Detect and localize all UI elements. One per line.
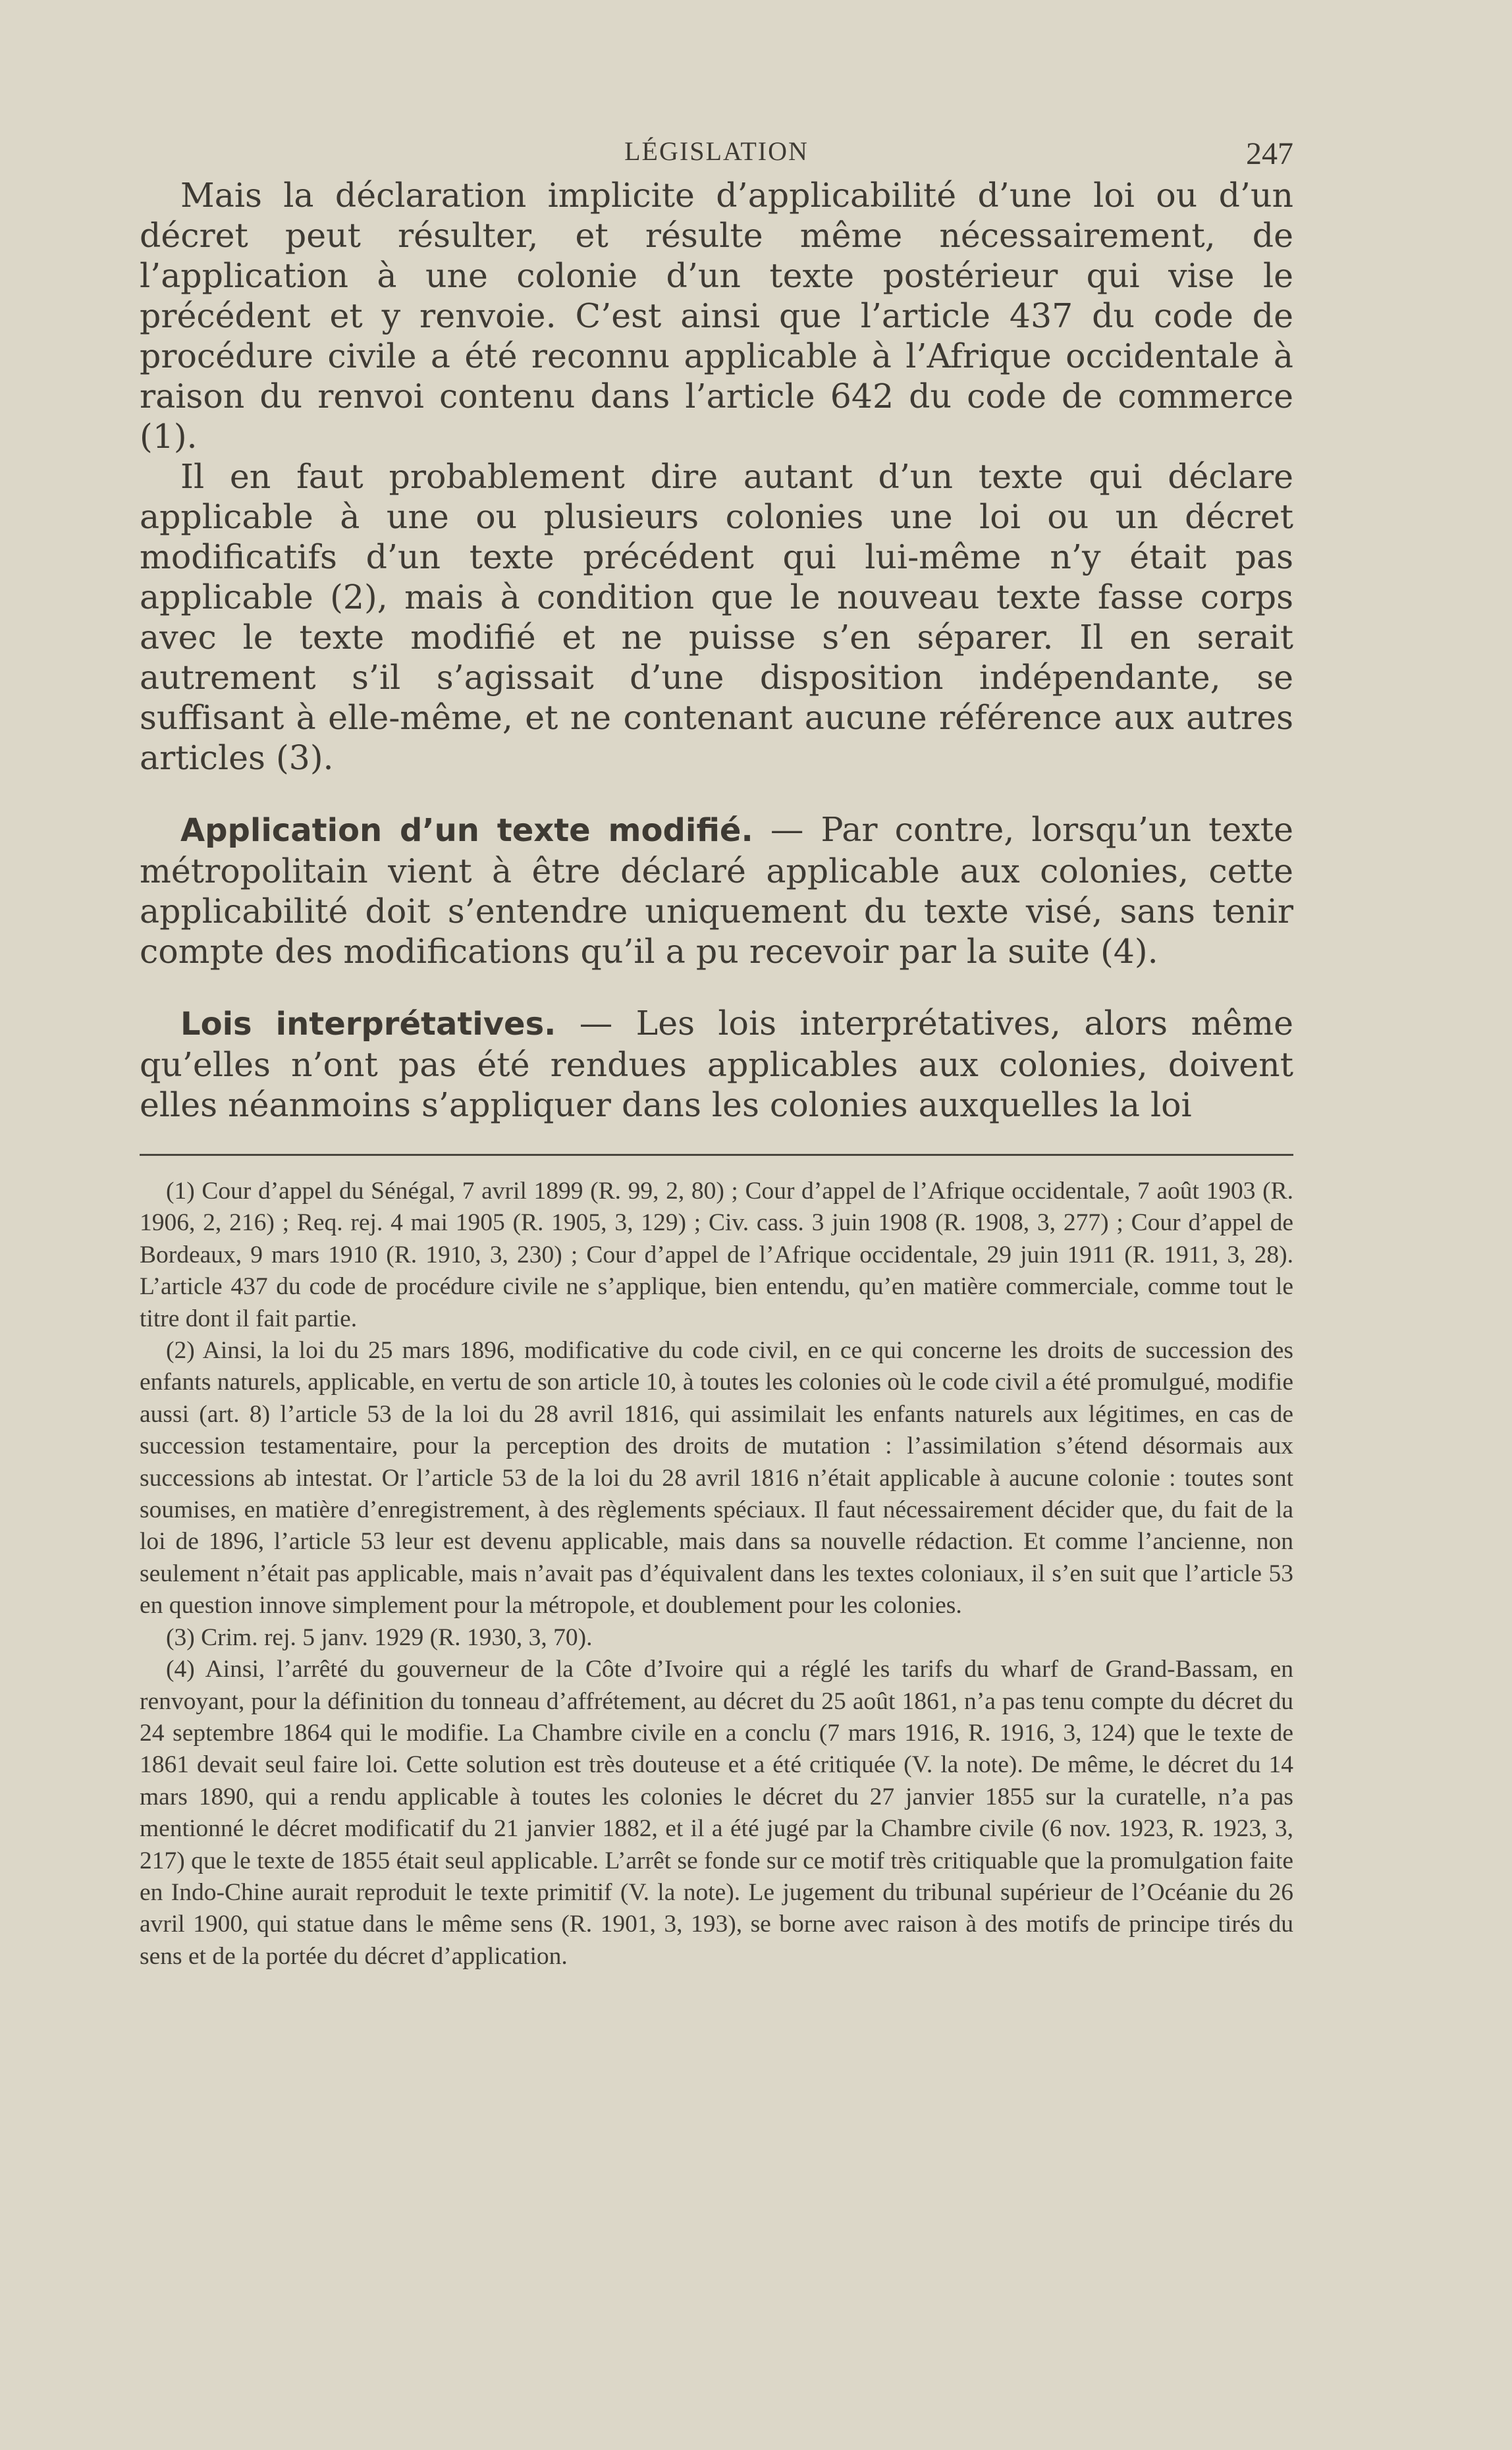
footnote-2: (2) Ainsi, la loi du 25 mars 1896, modificative du code civil, en ce qui concerne les droits de succession des enfants naturels, applicable, en vertu de son article 10, à toutes les colonies où le code civil a été promulgué, modifie aussi (art. 8) l’article 53 de la loi du 28 avril 1816, qui assimilait les enfants naturels aux légitimes, en cas de succession testamentaire, pour la perception des droits de mutation : l’assimilation s’étend désormais aux successions ab intestat. Or l’article 53 de la loi du 28 avril 1816 n’était applicable à aucune colonie : toutes sont soumises, en matière d’enregistrement, à des règlements spéciaux. Il faut nécessairement décider que, du fait de la loi de 1896, l’article 53 leur est devenu applicable, mais dans sa nouvelle rédaction. Et comme l’ancienne, non seulement n’était pas applicable, mais n’avait pas d’équivalent dans les textes coloniaux, il s’en suit que l’article 53 en question innove simplement pour la métropole, et doublement pour les colonies. [140, 1337, 1293, 1620]
paragraph-2: Il en faut probablement dire autant d’un texte qui déclare applicable à une ou plusieurs colonies une loi ou un décret modificatifs d’un texte précédent qui lui-même n’y était pas applicable (2), mais à condition que le nouveau texte fasse corps avec le texte modifié et ne puisse s’en séparer. Il en serait autrement s’il s’agissait d’une disposition indépendante, se suffisant à elle-même, et ne contenant aucune référence aux autres articles (3). [140, 457, 1293, 777]
section-text-1: — Par contre, lorsqu’un texte métropolitain vient à être déclaré applicable aux colonies, cette applicabilité doit s’entendre uniquement du texte visé, sans tenir compte des modifications qu’il a pu recevoir par la suite (4). [140, 810, 1293, 971]
paragraph-1: Mais la déclaration implicite d’applicabilité d’une loi ou d’un décret peut résulter, et résulte même nécessairement, de l’application à une colonie d’un texte postérieur qui vise le précédent et y renvoie. C’est ainsi que l’article 437 du code de procédure civile a été reconnu applicable à l’Afrique occidentale à raison du renvoi contenu dans l’article 642 du code de commerce (1). [140, 176, 1293, 456]
section-lois-interpretatives [140, 1003, 1293, 1125]
footnote-3: (3) Crim. rej. 5 janv. 1929 (R. 1930, 3, 70). [166, 1623, 593, 1651]
page-header [140, 122, 1293, 175]
footnote-4: (4) Ainsi, l’arrêté du gouverneur de la Côte d’Ivoire qui a réglé les tarifs du wharf de Grand-Bassam, en renvoyant, pour la définition du tonneau d’affrétement, au décret du 25 août 1861, n’a pas tenu compte du décret du 24 septembre 1864 qui le modifie. La Chambre civile en a conclu (7 mars 1916, R. 1916, 3, 124) que le texte de 1861 devait seul faire loi. Cette solution est très douteuse et a été critiquée (V. la note). De même, le décret du 14 mars 1890, qui a rendu applicable à toutes les colonies le décret du 27 janvier 1855 sur la curatelle, n’a pas mentionné le décret modificatif du 21 janvier 1882, et il a été jugé par la Chambre civile (6 nov. 1923, R. 1923, 3, 217) que le texte de 1855 était seul applicable. L’arrêt se fonde sur ce motif très critiquable que la promulgation faite en Indo-Chine aurait reproduit le texte primitif (V. la note). Le jugement du tribunal supérieur de l’Océanie du 26 avril 1900, qui statue dans le même sens (R. 1901, 3, 193), se borne avec raison à des motifs de principe tirés du sens et de la portée du décret d’application. [140, 1656, 1293, 1970]
section-heading-1: Application d’un texte modifié. [180, 812, 753, 849]
section-application-texte-modifie [140, 809, 1293, 971]
main-text [140, 175, 1293, 1125]
page-number: 247 [1246, 136, 1293, 171]
book-page [140, 122, 1293, 1973]
footnotes [140, 1176, 1293, 1973]
section-text-2: — Les lois interprétatives, alors même qu’elles n’ont pas été rendues applicables aux colonies, doivent elles néanmoins s’appliquer dans les colonies auxquelles la loi [140, 1004, 1294, 1124]
footnote-separator [140, 1154, 1293, 1156]
section-heading-2: Lois interprétatives. [180, 1006, 556, 1043]
footnote-1: (1) Cour d’appel du Sénégal, 7 avril 1899 (R. 99, 2, 80) ; Cour d’appel de l’Afrique occidentale, 7 août 1903 (R. 1906, 2, 216) ; Req. rej. 4 mai 1905 (R. 1905, 3, 129) ; Civ. cass. 3 juin 1908 (R. 1908, 3, 277) ; Cour d’appel de Bordeaux, 9 mars 1910 (R. 1910, 3, 230) ; Cour d’appel de l’Afrique occidentale, 29 juin 1911 (R. 1911, 3, 28). L’article 437 du code de procédure civile ne s’applique, bien entendu, qu’en matière commerciale, comme tout le titre dont il fait partie. [140, 1178, 1293, 1332]
running-title: LÉGISLATION [624, 136, 809, 166]
